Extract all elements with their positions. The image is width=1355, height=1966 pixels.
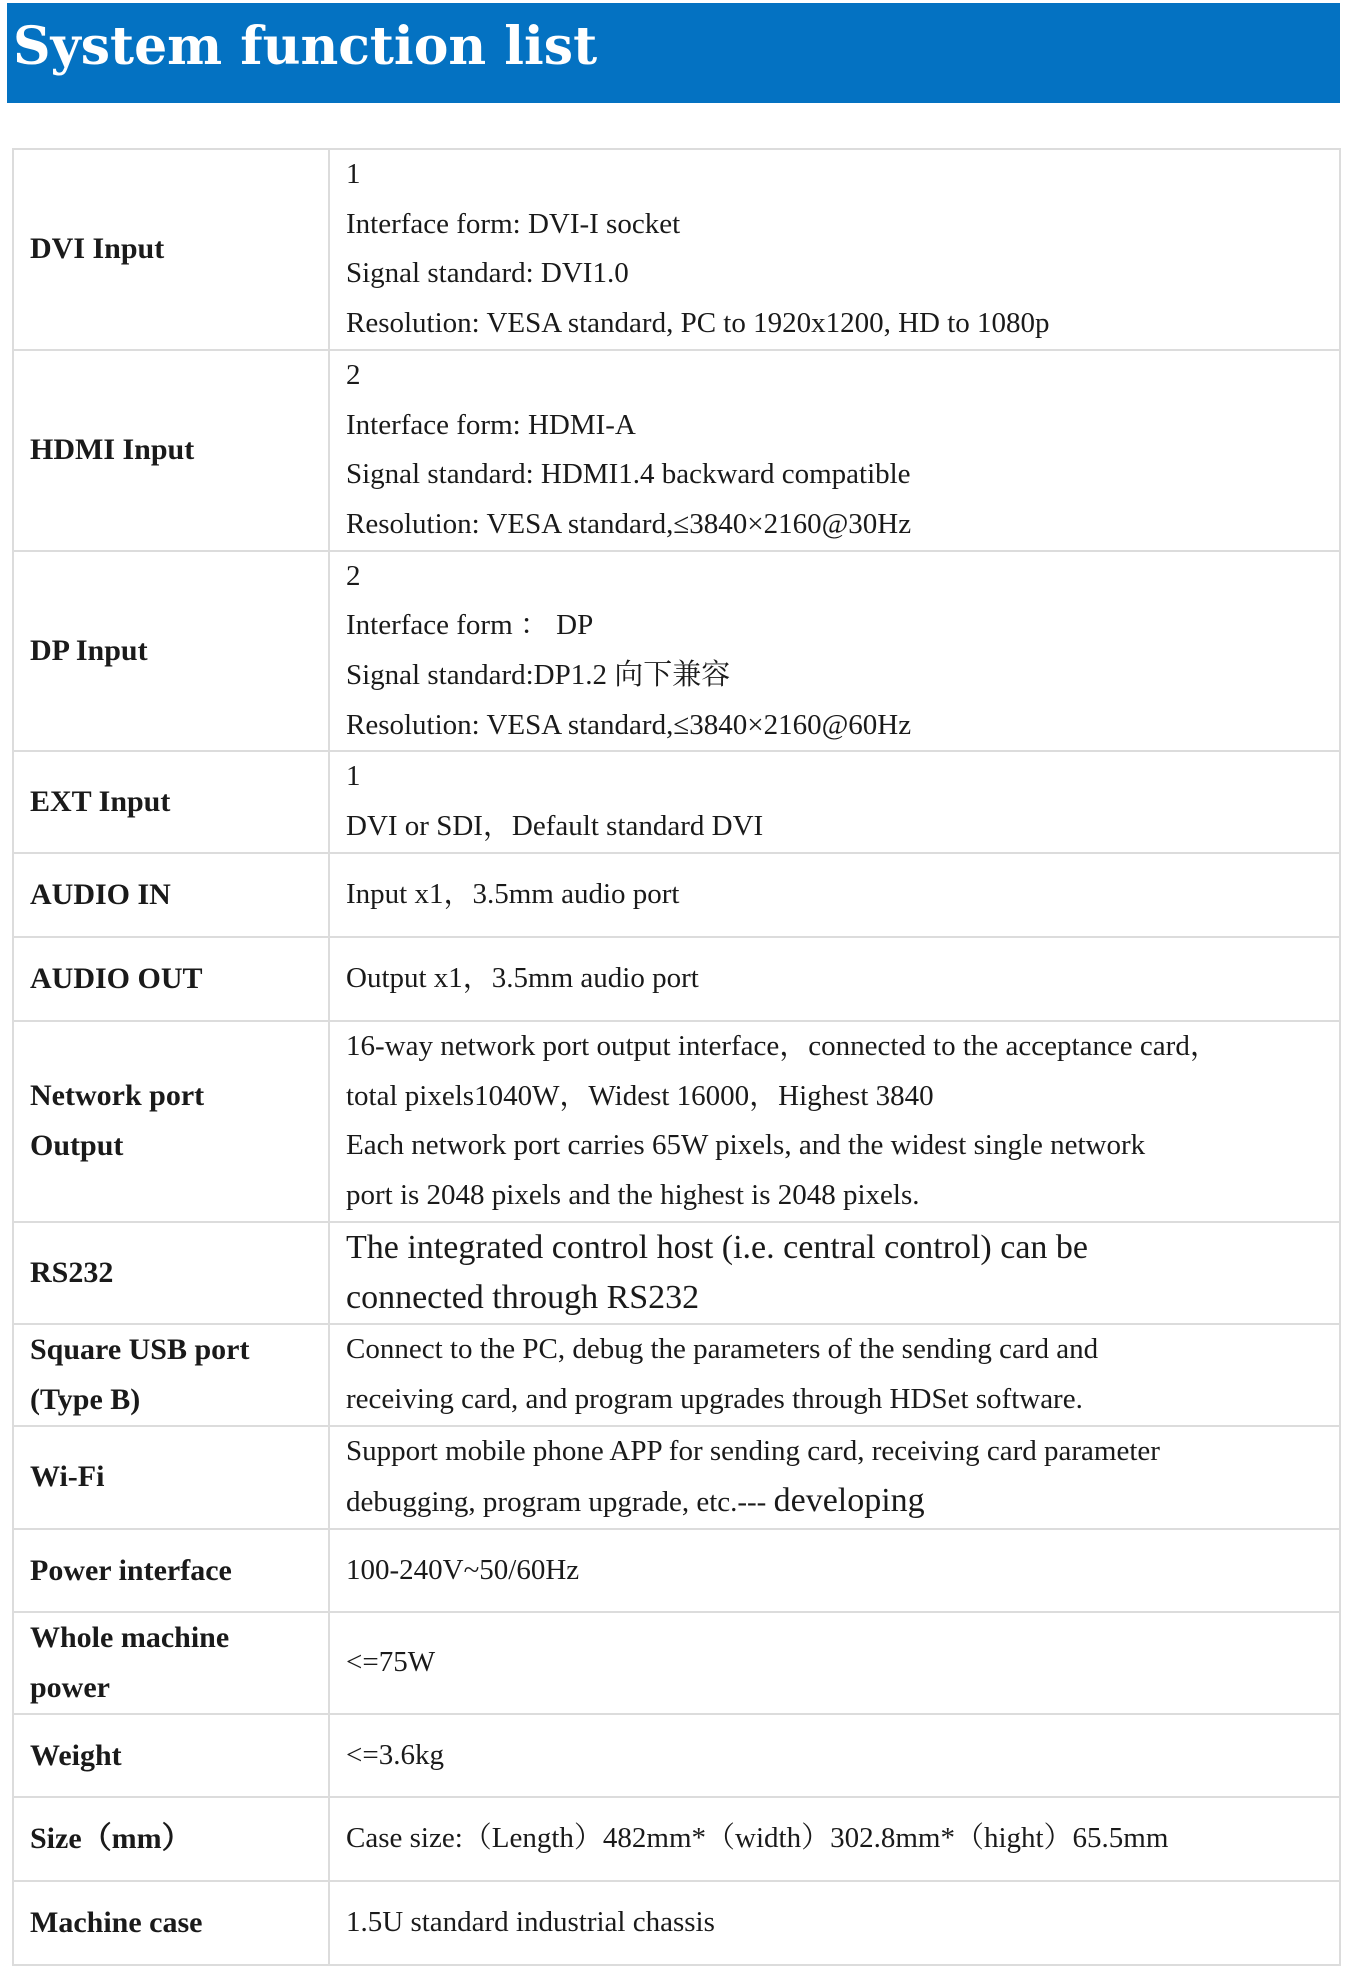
status-note: developing [773,1482,925,1520]
row-label [13,551,329,752]
value-line: Resolution: VESA standard,≤3840×2160@30Hz [346,507,912,540]
value-line: Interface form: DVI-I socket [346,207,681,240]
table-row [13,1714,1340,1797]
row-label [13,1324,329,1426]
value-line: Signal standard:DP1.2 向下兼容 [346,659,731,692]
row-label [13,937,329,1021]
row-label [13,853,329,937]
label-line: Size（mm） [30,1822,192,1856]
value-line: <=3.6kg [346,1738,444,1771]
row-value [329,1612,1340,1714]
label-line: HDMI Input [30,433,195,467]
row-label [13,1612,329,1714]
row-value [329,1426,1340,1529]
value-line: Interface form: HDMI-A [346,408,636,441]
value-line: connected through RS232 [346,1278,700,1316]
value-line: Output x1，3.5mm audio port [346,961,699,994]
row-value [329,1529,1340,1612]
spec-table [12,148,1341,1966]
row-value [329,1797,1340,1881]
label-line: Power interface [30,1553,232,1587]
title-banner [7,3,1340,103]
row-value [329,350,1340,551]
value-line [346,1476,1323,1528]
row-value [329,751,1340,852]
value-line: <=75W [346,1646,436,1679]
label-line: Whole machine [30,1621,230,1655]
row-label [13,1021,329,1222]
table-row [13,1881,1340,1965]
label-line: DVI Input [30,232,165,266]
row-label [13,1714,329,1797]
value-text: debugging, program upgrade, etc.--- [346,1486,767,1519]
row-label [13,1881,329,1965]
table-row [13,1797,1340,1881]
table-row [13,1021,1340,1222]
table-row [13,937,1340,1021]
table-row [13,149,1340,350]
table-row [13,1222,1340,1324]
row-value [329,853,1340,937]
table-row [13,551,1340,752]
label-line: Square USB port [30,1332,250,1366]
value-line: receiving card, and program upgrades through HDSet software. [346,1382,1083,1415]
label-line: AUDIO IN [30,877,171,911]
row-label [13,751,329,852]
value-line: Connect to the PC, debug the parameters of the sending card and [346,1332,1099,1365]
row-value [329,1021,1340,1222]
value-line: Input x1，3.5mm audio port [346,877,680,910]
label-line: AUDIO OUT [30,961,203,995]
label-line: Output [30,1129,124,1163]
value-line: Signal standard: HDMI1.4 backward compatible [346,458,911,491]
value-line: 100-240V~50/60Hz [346,1553,580,1586]
value-line: DVI or SDI，Default standard DVI [346,810,764,843]
value-line: 1 [346,760,361,793]
value-line: 16-way network port output interface，connected to the acceptance card， [346,1029,1219,1062]
row-label [13,1222,329,1324]
row-value [329,1324,1340,1426]
row-value [329,551,1340,752]
row-value [329,1881,1340,1965]
label-line: DP Input [30,634,148,668]
label-line: Machine case [30,1906,203,1940]
row-value [329,149,1340,350]
value-line: 2 [346,559,361,592]
label-line: EXT Input [30,785,171,819]
value-line: The integrated control host (i.e. central control) can be [346,1228,1089,1266]
row-value [329,1714,1340,1797]
table-row [13,853,1340,937]
label-line: power [30,1671,110,1705]
value-line: 1.5U standard industrial chassis [346,1906,715,1939]
row-label [13,149,329,350]
row-value [329,1222,1340,1324]
label-line: RS232 [30,1255,114,1289]
label-line: Network port [30,1079,205,1113]
row-value [329,937,1340,1021]
value-line: Resolution: VESA standard, PC to 1920x1200, HD to 1080p [346,307,1050,340]
value-line: total pixels1040W，Widest 16000，Highest 3840 [346,1079,934,1112]
table-row [13,1426,1340,1529]
table-row [13,1324,1340,1426]
value-line: Signal standard: DVI1.0 [346,257,629,290]
table-row [13,751,1340,852]
row-label [13,1426,329,1529]
value-line: port is 2048 pixels and the highest is 2048 pixels. [346,1178,920,1211]
label-line: Weight [30,1738,122,1772]
value-line: Interface form ： DP [346,609,594,642]
value-line: Each network port carries 65W pixels, and the widest single network [346,1129,1146,1162]
row-label [13,350,329,551]
value-line: Case size:（Length）482mm*（width）302.8mm*（hight）65.5mm [346,1822,1169,1855]
table-row [13,1612,1340,1714]
value-line: Support mobile phone APP for sending card, receiving card parameter [346,1434,1160,1467]
row-label [13,1797,329,1881]
label-line: (Type B) [30,1382,141,1416]
row-label [13,1529,329,1612]
table-row [13,350,1340,551]
label-line: Wi-Fi [30,1460,105,1494]
page-title: System function list [13,16,598,77]
value-line: 1 [346,158,361,190]
value-line: 2 [346,358,361,391]
value-line: Resolution: VESA standard,≤3840×2160@60Hz [346,708,912,741]
table-row [13,1529,1340,1612]
